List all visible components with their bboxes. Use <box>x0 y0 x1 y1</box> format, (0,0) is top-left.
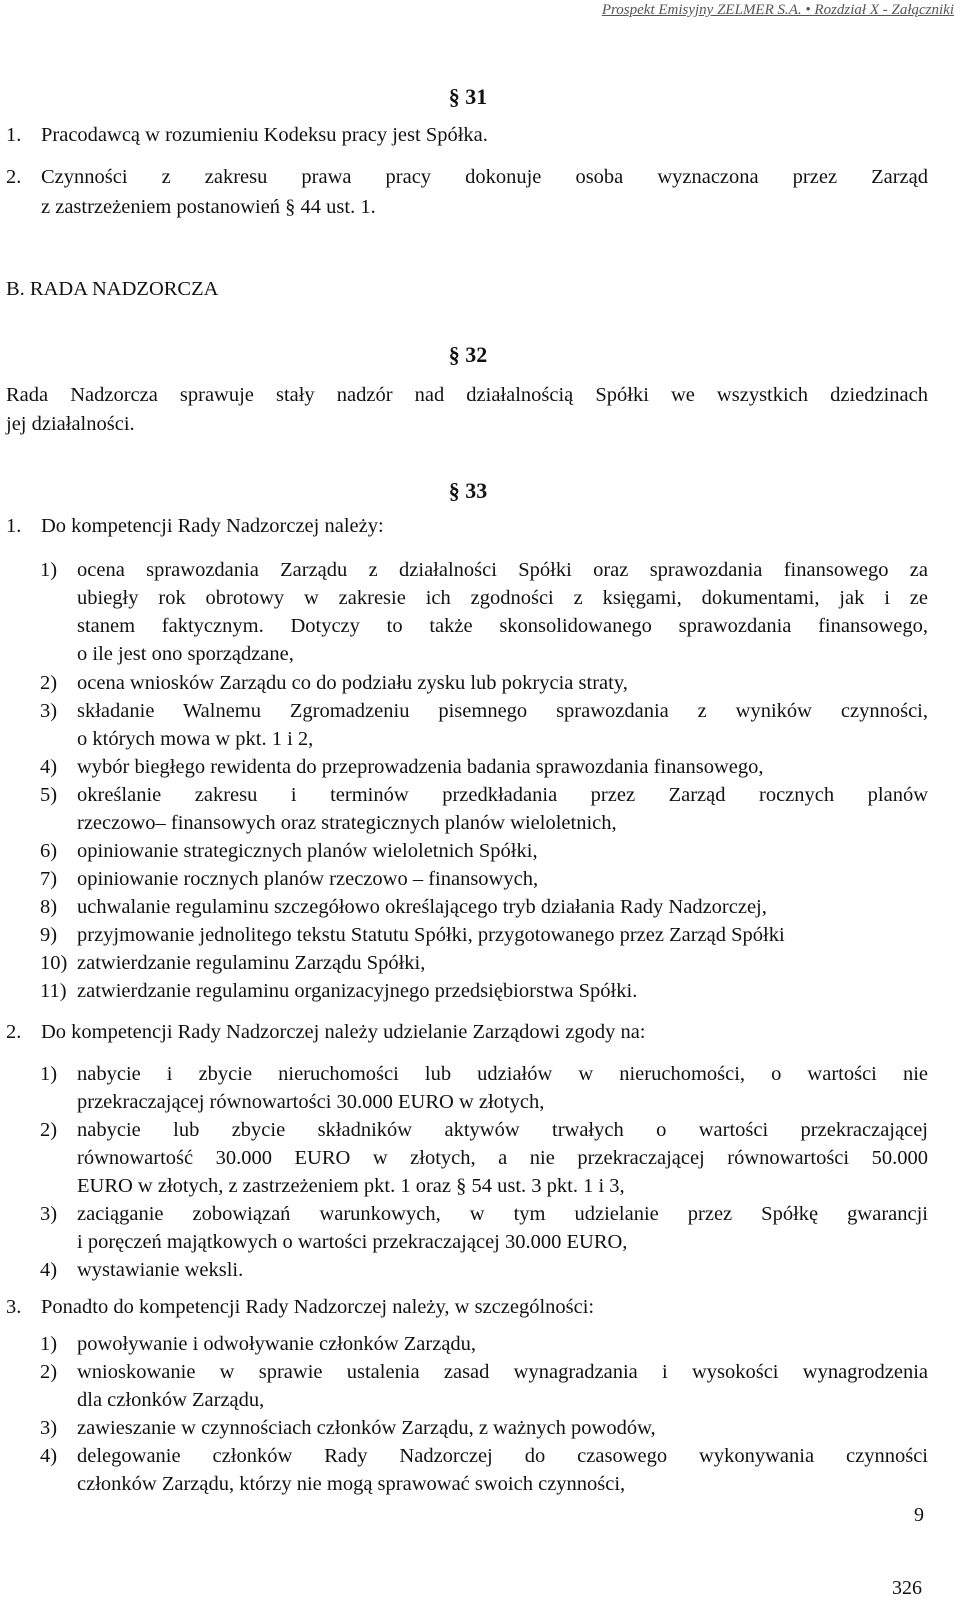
list-item-line: powoływanie i odwoływanie członków Zarządu, <box>77 1333 477 1355</box>
list-item-number: 2) <box>40 1361 58 1383</box>
list-item-number: 9) <box>40 924 58 946</box>
list-item-number: 3) <box>40 1417 58 1439</box>
list-item-line: przyjmowanie jednolitego tekstu Statutu Spółki, przygotowanego przez Zarząd Spółki <box>77 924 785 946</box>
list-item-number: 3) <box>40 1203 58 1225</box>
list-item-line: zatwierdzanie regulaminu Zarządu Spółki, <box>77 952 426 974</box>
list-item-line: określanie zakresu i terminów przedkładania przez Zarząd rocznych planów <box>77 784 928 806</box>
list-item-line: wybór biegłego rewidenta do przeprowadzenia badania sprawozdania finansowego, <box>77 756 764 778</box>
section-31-title: § 31 <box>448 84 488 109</box>
list-item-line: opiniowanie strategicznych planów wieloletnich Spółki, <box>77 840 538 862</box>
list-item-line: nabycie lub zbycie składników aktywów trwałych o wartości przekraczającej <box>77 1119 928 1141</box>
list-item-number: 4) <box>40 1445 58 1467</box>
list-item-number: 1) <box>40 559 58 581</box>
s31-p1-number: 1. <box>6 124 22 146</box>
document-header: Prospekt Emisyjny ZELMER S.A. • Rozdział X - Załączniki <box>601 2 954 18</box>
list-item-line: EURO w złotych, z zastrzeżeniem pkt. 1 oraz § 54 ust. 3 pkt. 1 i 3, <box>77 1175 625 1197</box>
section-b-heading: B. RADA NADZORCZA <box>6 278 219 300</box>
section-32-title: § 32 <box>448 342 488 367</box>
s33-p1-number: 1. <box>6 515 22 537</box>
list-item-line: równowartość 30.000 EURO w złotych, a nie przekraczającej równowartości 50.000 <box>77 1147 928 1169</box>
s33-p2-number: 2. <box>6 1021 22 1043</box>
s33-p1-text: Do kompetencji Rady Nadzorczej należy: <box>41 515 384 537</box>
s32-line2: jej działalności. <box>6 413 135 435</box>
list-item-line: zaciąganie zobowiązań warunkowych, w tym udzielanie przez Spółkę gwarancji <box>77 1203 928 1225</box>
list-item-line: dla członków Zarządu, <box>77 1389 265 1411</box>
list-item-number: 1) <box>40 1333 58 1355</box>
list-item-line: zawieszanie w czynnościach członków Zarządu, z ważnych powodów, <box>77 1417 656 1439</box>
section-33-title: § 33 <box>448 478 488 503</box>
s32-line1: Rada Nadzorcza sprawuje stały nadzór nad działalnością Spółki we wszystkich dziedzinach <box>6 384 928 406</box>
s31-p2-line1: Czynności z zakresu prawa pracy dokonuje osoba wyznaczona przez Zarząd <box>41 166 928 188</box>
s31-p2-line2: z zastrzeżeniem postanowień § 44 ust. 1. <box>41 196 376 218</box>
s31-p2-number: 2. <box>6 166 22 188</box>
list-item-line: delegowanie członków Rady Nadzorczej do czasowego wykonywania czynności <box>77 1445 928 1467</box>
list-item-number: 2) <box>40 672 58 694</box>
list-item-line: o których mowa w pkt. 1 i 2, <box>77 728 314 750</box>
list-item-line: uchwalanie regulaminu szczegółowo określającego tryb działania Rady Nadzorczej, <box>77 896 767 918</box>
list-item-number: 10) <box>40 952 68 974</box>
list-item-line: wnioskowanie w sprawie ustalenia zasad wynagradzania i wysokości wynagrodzenia <box>77 1361 928 1383</box>
list-item-line: zatwierdzanie regulaminu organizacyjnego przedsiębiorstwa Spółki. <box>77 980 638 1002</box>
list-item-number: 7) <box>40 868 58 890</box>
list-item-number: 6) <box>40 840 58 862</box>
s33-p3-text: Ponadto do kompetencji Rady Nadzorczej należy, w szczególności: <box>41 1296 595 1318</box>
list-item-line: składanie Walnemu Zgromadzeniu pisemnego sprawozdania z wyników czynności, <box>77 700 928 722</box>
list-item-line: ocena wniosków Zarządu co do podziału zysku lub pokrycia straty, <box>77 672 628 694</box>
list-item-line: przekraczającej równowartości 30.000 EURO w złotych, <box>77 1091 545 1113</box>
list-item-number: 8) <box>40 896 58 918</box>
list-item-line: ubiegły rok obrotowy w zakresie ich zgodności z księgami, dokumentami, jak i ze <box>77 587 928 609</box>
page-marker: 9 <box>914 1504 924 1526</box>
list-item-number: 1) <box>40 1063 58 1085</box>
s33-p2-text: Do kompetencji Rady Nadzorczej należy udzielanie Zarządowi zgody na: <box>41 1021 646 1043</box>
list-item-line: o ile jest ono sporządzane, <box>77 643 294 665</box>
list-item-number: 11) <box>40 980 67 1002</box>
list-item-number: 3) <box>40 700 58 722</box>
list-item-line: członków Zarządu, którzy nie mogą sprawować swoich czynności, <box>77 1473 626 1495</box>
s33-p3-number: 3. <box>6 1296 22 1318</box>
s31-p1-text: Pracodawcą w rozumieniu Kodeksu pracy jest Spółka. <box>41 124 488 146</box>
list-item-line: opiniowanie rocznych planów rzeczowo – finansowych, <box>77 868 539 890</box>
list-item-line: wystawianie weksli. <box>77 1259 244 1281</box>
list-item-line: nabycie i zbycie nieruchomości lub udziałów w nieruchomości, o wartości nie <box>77 1063 928 1085</box>
list-item-number: 5) <box>40 784 58 806</box>
page-number: 326 <box>892 1577 922 1599</box>
list-item-number: 4) <box>40 1259 58 1281</box>
list-item-line: rzeczowo– finansowych oraz strategicznych planów wieloletnich, <box>77 812 617 834</box>
list-item-number: 4) <box>40 756 58 778</box>
list-item-number: 2) <box>40 1119 58 1141</box>
list-item-line: i poręczeń majątkowych o wartości przekraczającej 30.000 EURO, <box>77 1231 628 1253</box>
list-item-line: ocena sprawozdania Zarządu z działalności Spółki oraz sprawozdania finansowego za <box>77 559 928 581</box>
list-item-line: stanem faktycznym. Dotyczy to także skonsolidowanego sprawozdania finansowego, <box>77 615 928 637</box>
